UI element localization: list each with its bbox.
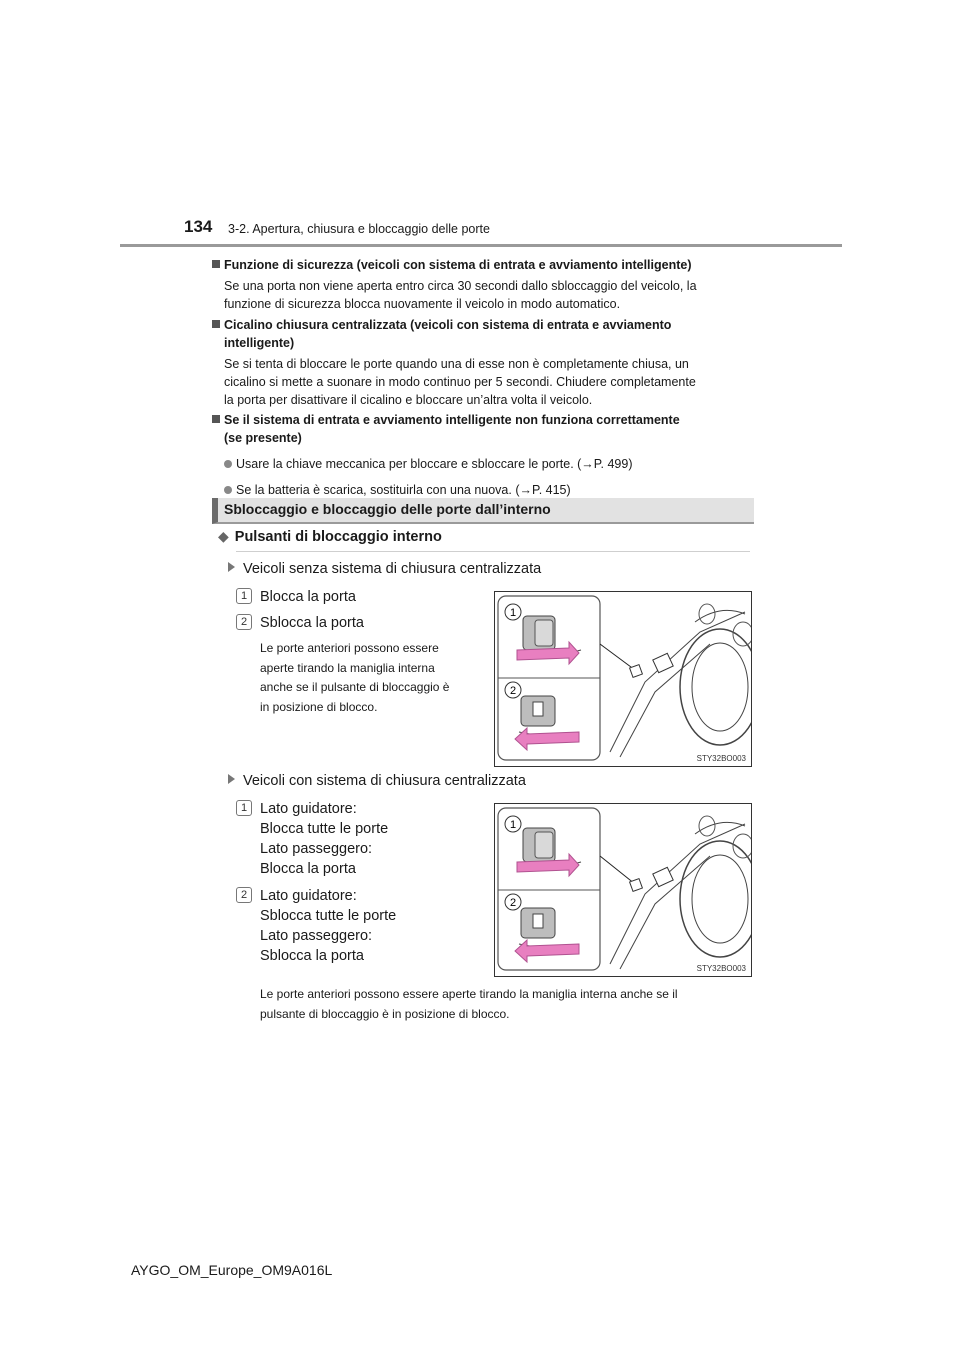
figure-code: STY32BO003 (696, 754, 746, 763)
subsection-title: ◆ Pulsanti di bloccaggio interno (218, 528, 442, 545)
note-smart-entry-fail (212, 411, 752, 499)
svg-text:1: 1 (509, 607, 517, 619)
svg-text:1: 1 (509, 819, 517, 831)
figure-code: STY32BO003 (696, 964, 746, 973)
square-bullet-icon (212, 320, 220, 328)
item-unlock-all: Lato guidatore: Sblocca tutte le porte Lato passeggero: Sblocca la porta (260, 888, 397, 964)
note-heading: Se il sistema di entrata e avviamento intelligente non funziona correttamente (212, 411, 752, 429)
svg-text:2: 2 (509, 685, 517, 697)
triangle-pointer-icon (228, 562, 235, 572)
document-footer: AYGO_OM_Europe_OM9A016L (131, 1262, 333, 1278)
note-heading: Funzione di sicurezza (veicoli con sistema di entrata e avviamento intelligente) (212, 256, 752, 274)
header-rule (120, 244, 842, 247)
diamond-icon: ◆ (218, 528, 229, 544)
callout-number-2: 2 (236, 887, 252, 903)
note-line: cicalino si mette a suonare in modo continuo per 5 secondi. Chiudere completamente (224, 375, 696, 389)
bullet-item: Se la batteria è scarica, sostituirla con una nuova. (→P. 415) (212, 481, 752, 499)
group-title-central-locking: Veicoli con sistema di chiusura centralizzata (228, 773, 526, 789)
triangle-pointer-icon (228, 774, 235, 784)
note-line: funzione di sicurezza blocca nuovamente il veicolo in modo automatico. (224, 297, 621, 311)
square-bullet-icon (212, 260, 220, 268)
note-safety-function (212, 256, 752, 313)
group1-note: Le porte anteriori possono essere aperte tirando la maniglia interna anche se il pulsante di bloccaggio è in posizione di blocco. (260, 641, 450, 714)
page-number: 134 (184, 217, 213, 236)
note-heading: Cicalino chiusura centralizzata (veicoli con sistema di entrata e avviamento (212, 316, 752, 334)
callout-number-2: 2 (236, 614, 252, 630)
note-heading-cont: intelligente) (224, 336, 295, 350)
door-lock-drawing (495, 592, 751, 766)
illustration-door-lock-manual (494, 591, 752, 767)
note-heading-cont: (se presente) (224, 431, 302, 445)
closing-note: Le porte anteriori possono essere aperte tirando la maniglia interna anche se il pulsante di bloccaggio è in posizione di blocco. (260, 987, 678, 1021)
note-door-buzzer (212, 316, 752, 409)
circle-bullet-icon (224, 486, 232, 494)
bullet-item: Usare la chiave meccanica per bloccare e sbloccare le porte. (→P. 499) (212, 455, 752, 473)
item-lock-door: Blocca la porta (260, 589, 356, 605)
svg-text:2: 2 (509, 897, 517, 909)
illustration-door-lock-central (494, 803, 752, 977)
note-line: Se una porta non viene aperta entro circa 30 secondi dallo sbloccaggio del veicolo, la (224, 279, 697, 293)
square-bullet-icon (212, 415, 220, 423)
subsection-rule (236, 551, 750, 552)
section-title-bar (212, 498, 754, 524)
group-title-no-central-locking: Veicoli senza sistema di chiusura centralizzata (228, 561, 541, 577)
callout-number-1: 1 (236, 588, 252, 604)
item-unlock-door: Sblocca la porta (260, 615, 364, 631)
section-reference: 3-2. Apertura, chiusura e bloccaggio delle porte (228, 222, 490, 236)
section-title: Sbloccaggio e bloccaggio delle porte dall’interno (224, 501, 551, 517)
note-line: la porta per disattivare il cicalino e bloccare un’altra volta il veicolo. (224, 393, 593, 407)
item-lock-all: Lato guidatore: Blocca tutte le porte Lato passeggero: Blocca la porta (260, 801, 389, 877)
note-line: Se si tenta di bloccare le porte quando una di esse non è completamente chiusa, un (224, 357, 689, 371)
door-lock-drawing (495, 804, 751, 976)
callout-number-1: 1 (236, 800, 252, 816)
circle-bullet-icon (224, 460, 232, 468)
